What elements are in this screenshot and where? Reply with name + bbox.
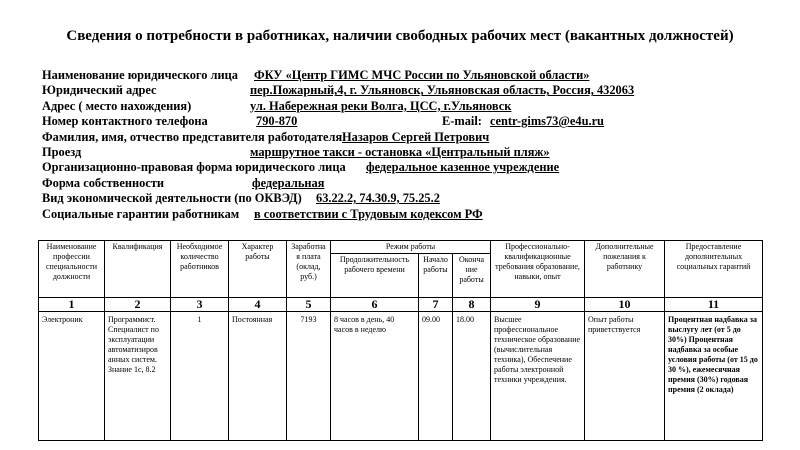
cell-end: 18.00	[453, 312, 491, 441]
column-number-row	[39, 298, 763, 312]
cell-qualification: Программист. Специалист по эксплуатации автоматизиров анных систем. Знание 1с, 8.2	[105, 312, 171, 441]
column-number: 10	[585, 298, 665, 312]
column-number: 6	[331, 298, 419, 312]
location-value: ул. Набережная реки Волга, ЦСС, г.Ульяновск	[250, 98, 512, 113]
cell-requirements: Высшее профессиональное техническое образование (вычислительная техника), Обеспечение работы электронной техники учреждения.	[491, 312, 585, 441]
info-row-transport	[42, 145, 782, 160]
column-number: 8	[453, 298, 491, 312]
header-end: Оконча ние работы	[453, 254, 491, 298]
phone-label: Номер контактного телефона	[42, 114, 208, 129]
info-row-legal-address	[42, 83, 782, 98]
cell-duration: 8 часов в день, 40 часов в неделю	[331, 312, 419, 441]
table-row	[39, 312, 763, 441]
location-label: Адрес ( место нахождения)	[42, 98, 192, 113]
info-row-legal-form	[42, 160, 782, 175]
table-header-row	[39, 241, 763, 254]
header-nature: Характер работы	[229, 241, 287, 298]
cell-profession: Электроник	[39, 312, 105, 441]
header-schedule: Режим работы	[331, 241, 491, 254]
transport-label: Проезд	[42, 144, 82, 159]
legal-form-value: федеральное казенное учреждение	[366, 160, 560, 175]
org-name-value: ФКУ «Центр ГИМС МЧС России по Ульяновской области»	[254, 68, 590, 82]
info-row-representative	[42, 130, 782, 145]
ownership-label: Форма собственности	[42, 175, 165, 190]
info-row-location	[42, 99, 782, 114]
info-row-okved	[42, 191, 782, 206]
cell-salary: 7193	[287, 312, 331, 441]
cell-nature: Постоянная	[229, 312, 287, 441]
header-social: Предоставление дополнительных социальных гарантий	[665, 241, 763, 298]
column-number: 2	[105, 298, 171, 312]
column-number: 4	[229, 298, 287, 312]
transport-value: маршрутное такси - остановка «Центральный пляж»	[250, 144, 550, 159]
header-profession: Наименование профессии специальности должности	[39, 241, 105, 298]
email-label: E-mail:	[442, 114, 482, 129]
column-number: 7	[419, 298, 453, 312]
okved-value: 63.22.2, 74.30.9, 75.25.2	[316, 191, 440, 206]
guarantees-value: в соответствии с Трудовым кодексом РФ	[254, 206, 483, 221]
header-salary: Заработна я плата (оклад, руб.)	[287, 241, 331, 298]
cell-start: 09.00	[419, 312, 453, 441]
vacancy-table	[38, 240, 763, 441]
header-start: Начало работы	[419, 254, 453, 298]
page-title: Сведения о потребности в работниках, наличии свободных рабочих мест (вакантных должностей)	[66, 28, 734, 44]
employer-info	[42, 68, 782, 222]
representative-value: Назаров Сергей Петрович	[342, 129, 490, 144]
header-qualification: Квалификация	[105, 241, 171, 298]
legal-form-label: Организационно-правовая форма юридического лица	[42, 160, 346, 175]
phone-value: 790-870	[256, 114, 298, 129]
header-quantity: Необходимое количество работников	[171, 241, 229, 298]
okved-label: Вид экономической деятельности (по ОКВЭД)	[42, 191, 302, 206]
email-value: centr-gims73@e4u.ru	[490, 114, 604, 129]
guarantees-label: Социальные гарантии работникам	[42, 206, 240, 221]
legal-address-value: пер.Пожарный,4, г. Ульяновск, Ульяновская область, Россия, 432063	[250, 83, 635, 98]
column-number: 3	[171, 298, 229, 312]
info-row-phone	[42, 114, 782, 129]
ownership-value: федеральная	[252, 175, 325, 190]
header-wishes: Дополнительные пожелания к работнику	[585, 241, 665, 298]
legal-address-label: Юридический адрес	[42, 83, 157, 98]
column-number: 1	[39, 298, 105, 312]
info-row-ownership	[42, 176, 782, 191]
header-duration: Продолжительность рабочего времени	[331, 254, 419, 298]
info-row-org-name	[42, 68, 782, 83]
cell-social: Процентная надбавка за выслугу лет (от 5 до 30%) Процентная надбавка за особые условия работы (от 15 до 30 %), ежемесячная премия (30%) годовая премия (2 оклада)	[665, 312, 763, 441]
cell-wishes: Опыт работы приветствуется	[585, 312, 665, 441]
header-requirements: Профессионально-квалификационные требования образование, навыки, опыт	[491, 241, 585, 298]
column-number: 5	[287, 298, 331, 312]
representative-label: Фамилия, имя, отчество представителя работодателя	[42, 129, 343, 144]
info-row-guarantees	[42, 207, 782, 222]
cell-quantity: 1	[171, 312, 229, 441]
column-number: 11	[665, 298, 763, 312]
org-name-label: Наименование юридического лица	[42, 68, 238, 82]
column-number: 9	[491, 298, 585, 312]
